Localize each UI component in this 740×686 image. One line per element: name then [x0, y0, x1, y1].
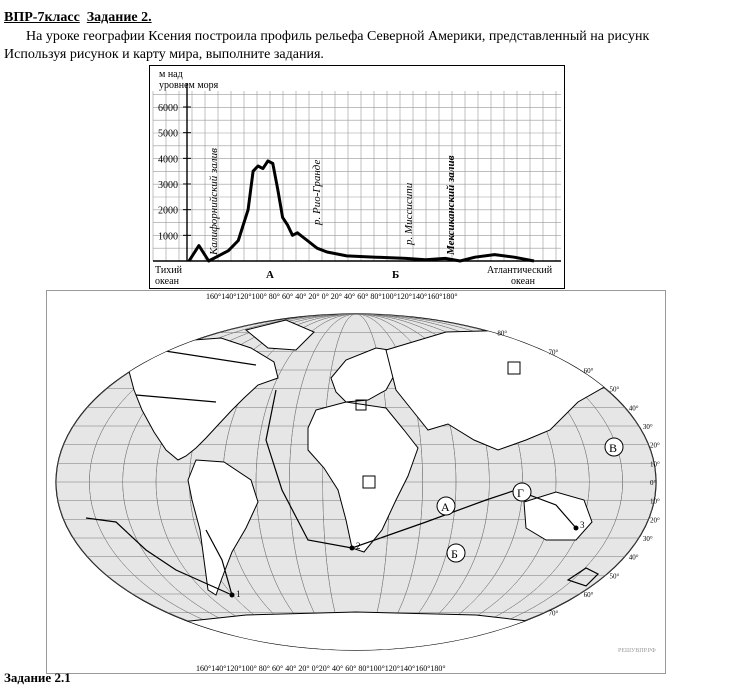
latitude-label: 70°	[548, 348, 559, 357]
marker-b: Б	[451, 547, 458, 561]
marker-a: А	[441, 500, 450, 514]
grade-label: ВПР-7класс	[4, 10, 80, 25]
latitude-label: 60°	[583, 367, 594, 375]
latitude-label: 40°	[628, 553, 639, 562]
label-atlantic-2: океан	[511, 276, 535, 287]
relief-profile	[149, 65, 565, 289]
task-header	[4, 10, 152, 26]
label-pacific-1: Тихий	[155, 265, 182, 276]
australia	[524, 492, 592, 540]
latitude-label: 0°	[650, 479, 657, 487]
point-2: 2	[356, 541, 361, 551]
y-title-2: уровнем моря	[159, 80, 219, 91]
latitude-label: 60°	[583, 591, 594, 599]
latitude-label: 50°	[609, 385, 620, 394]
latitude-label: 20°	[650, 441, 660, 450]
latitude-label: 10°	[650, 497, 660, 506]
y-tick-label: 3000	[158, 180, 178, 191]
y-tick-label: 2000	[158, 205, 178, 217]
latitude-label: 80°	[497, 329, 508, 338]
label-atlantic-1: Атлантический	[487, 265, 553, 276]
watermark: РЕШУВПР.РФ	[618, 648, 656, 654]
intro-line-2: Используя рисунок и карту мира, выполните задания.	[4, 47, 324, 62]
label-gulf-california: Калифорнийский залив	[208, 148, 220, 255]
task-number: Задание 2.	[86, 10, 152, 25]
world-map	[46, 290, 666, 674]
longitudes-top: 160°140°120°100° 80° 60° 40° 20° 0° 20° 40° 60° 80°100°120°140°160°180°	[206, 292, 458, 301]
latitude-label: 30°	[642, 423, 653, 431]
point-3: 3	[580, 520, 585, 530]
y-tick-label: 5000	[158, 128, 178, 140]
label-gulf-mexico: Мексиканский залив	[445, 155, 457, 255]
latitude-label: 40°	[628, 404, 639, 413]
latitude-label: 20°	[650, 516, 660, 525]
label-pacific-2: океан	[155, 276, 179, 287]
latitude-label: 50°	[609, 572, 620, 581]
y-tick-label: 6000	[158, 103, 178, 114]
intro-line-1: На уроке географии Ксения построила профиль рельефа Северной Америки, представленный на рисунк	[26, 29, 650, 44]
marker-v: В	[609, 441, 618, 455]
latitude-label: 70°	[548, 609, 559, 618]
y-tick-label: 1000	[158, 231, 178, 243]
label-mississippi: р. Миссисипи	[403, 182, 415, 245]
y-title-1: м над	[159, 69, 183, 80]
point-a: А	[266, 269, 274, 281]
next-task-cutoff: Задание 2.1	[4, 670, 71, 685]
longitudes-bottom: 160°140°120°100° 80° 60° 40° 20° 0°20° 40° 60° 80°100°120°140°160°180°	[196, 664, 446, 673]
point-b: Б	[392, 269, 400, 281]
latitude-label: 30°	[642, 535, 653, 543]
y-tick-label: 4000	[158, 154, 178, 166]
marker-g: Г	[517, 486, 524, 500]
point-1: 1	[236, 589, 241, 599]
latitude-label: 10°	[650, 460, 660, 469]
label-rio-grande: р. Рио-Гранде	[311, 159, 323, 225]
